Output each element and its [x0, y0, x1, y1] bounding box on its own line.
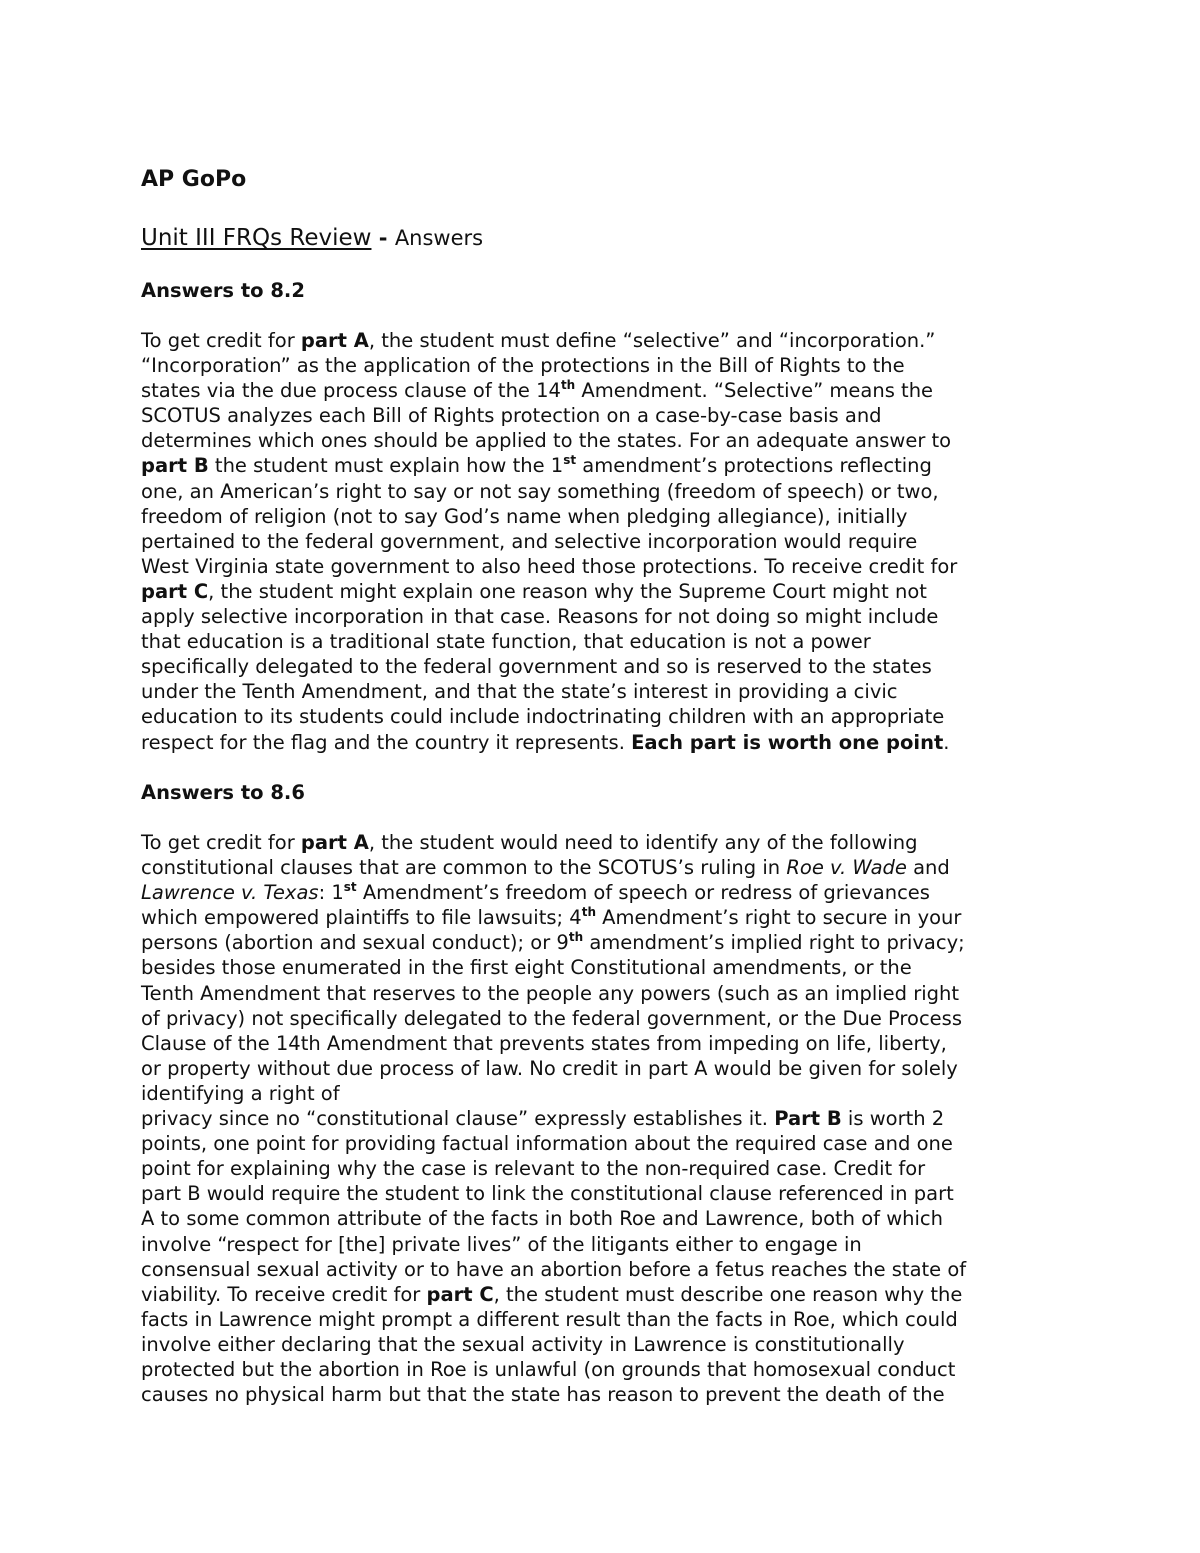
text-line: [141, 1307, 966, 1332]
bold-run: Each part is worth one point: [631, 730, 944, 754]
text-line: [141, 981, 966, 1006]
section-body-8-2: [141, 328, 957, 755]
text-run: point for explaining why the case is relevant to the non-required case. Credit for: [141, 1157, 926, 1181]
text-run: under the Tenth Amendment, and that the state’s interest in providing a civic: [141, 680, 898, 704]
ordinal-suffix: th: [560, 378, 576, 393]
text-line: [141, 428, 957, 453]
text-line: [141, 704, 957, 729]
text-run: the student must explain how the 1: [208, 454, 564, 478]
text-line: [141, 1181, 966, 1206]
text-run: , the student might explain one reason why the Supreme Court might not: [208, 579, 927, 603]
text-line: [141, 529, 957, 554]
text-line: [141, 378, 957, 403]
text-line: [141, 830, 966, 855]
text-run: Amendment’s freedom of speech or redress of grievances: [356, 881, 930, 905]
text-run: apply selective incorporation in that case. Reasons for not doing so might include: [141, 605, 939, 629]
text-line: [141, 1206, 966, 1231]
italic-run: Roe v. Wade: [786, 856, 907, 880]
text-run: states via the due process clause of the 14: [141, 379, 561, 403]
text-line: [141, 1056, 966, 1081]
text-run: respect for the flag and the country it represents.: [141, 730, 632, 754]
text-line: [141, 1282, 966, 1307]
bold-run: part C: [426, 1282, 494, 1306]
text-line: [141, 1332, 966, 1357]
text-line: [141, 579, 957, 604]
text-run: amendment’s implied right to privacy;: [583, 931, 965, 955]
text-run: facts in Lawrence might prompt a different result than the facts in Roe, which could: [141, 1307, 958, 1331]
text-line: [141, 1106, 966, 1131]
text-run: : 1: [318, 881, 344, 905]
text-line: [141, 629, 957, 654]
text-run: West Virginia state government to also heed those protections. To receive credit for: [141, 554, 958, 578]
bold-run: part C: [141, 579, 209, 603]
text-line: [141, 1382, 966, 1407]
unit-title-line: [141, 223, 483, 253]
text-run: identifying a right of: [141, 1081, 340, 1105]
text-run: pertained to the federal government, and selective incorporation would require: [141, 529, 918, 553]
text-run: , the student must define “selective” and “incorporation.”: [368, 329, 936, 352]
course-title: AP GoPo: [141, 167, 247, 192]
text-run: privacy since no “constitutional clause” expressly establishes it.: [141, 1107, 775, 1131]
text-run: of privacy) not specifically delegated to the federal government, or the Due Process: [141, 1006, 962, 1030]
text-line: [141, 1131, 966, 1156]
text-run: SCOTUS analyzes each Bill of Rights protection on a case-by-case basis and: [141, 404, 882, 428]
text-line: [141, 855, 966, 880]
text-run: .: [943, 730, 950, 754]
text-line: [141, 504, 957, 529]
unit-title-separator: -: [371, 226, 395, 250]
text-line: [141, 955, 966, 980]
text-run: To get credit for: [141, 831, 301, 854]
text-run: amendment’s protections reflecting: [576, 454, 932, 478]
text-line: [141, 1031, 966, 1056]
bold-run: Part B: [774, 1107, 842, 1131]
text-run: causes no physical harm but that the state has reason to prevent the death of the: [141, 1383, 945, 1407]
section-heading-8-6: Answers to 8.6: [141, 781, 305, 804]
text-run: is worth 2: [841, 1107, 945, 1131]
text-run: , the student must describe one reason why the: [493, 1282, 963, 1306]
text-run: points, one point for providing factual information about the required case and one: [141, 1132, 953, 1156]
bold-run: part A: [300, 329, 369, 352]
text-line: [141, 1081, 966, 1106]
text-run: , the student would need to identify any of the following: [368, 831, 918, 854]
unit-title: Unit III FRQs Review: [141, 225, 372, 251]
text-run: freedom of religion (not to say God’s name when pledging allegiance), initially: [141, 504, 908, 528]
text-line: [141, 880, 966, 905]
text-run: Tenth Amendment that reserves to the people any powers (such as an implied right: [141, 981, 960, 1005]
text-run: Amendment. “Selective” means the: [575, 379, 934, 403]
text-line: [141, 1156, 966, 1181]
ordinal-suffix: st: [343, 880, 357, 895]
bold-run: part B: [141, 454, 209, 478]
text-run: determines which ones should be applied to the states. For an adequate answer to: [141, 429, 952, 453]
text-line: [141, 479, 957, 504]
ordinal-suffix: st: [563, 453, 577, 468]
ordinal-suffix: th: [581, 905, 596, 920]
text-run: and: [906, 856, 950, 880]
text-line: [141, 654, 957, 679]
text-run: constitutional clauses that are common to the SCOTUS’s ruling in: [141, 856, 787, 880]
text-run: Amendment’s right to secure in your: [595, 906, 962, 930]
text-line: [141, 679, 957, 704]
text-run: that education is a traditional state function, that education is not a power: [141, 630, 871, 654]
text-run: besides those enumerated in the first eight Constitutional amendments, or the: [141, 956, 912, 980]
text-run: Clause of the 14th Amendment that prevents states from impeding on life, liberty,: [141, 1031, 947, 1055]
text-line: [141, 905, 966, 930]
text-line: [141, 353, 957, 378]
text-line: [141, 453, 957, 478]
text-line: [141, 1257, 966, 1282]
text-run: education to its students could include indoctrinating children with an appropriate: [141, 705, 945, 729]
section-body-8-6: [141, 830, 966, 1407]
text-run: specifically delegated to the federal government and so is reserved to the states: [141, 655, 932, 679]
text-run: which empowered plaintiffs to file lawsuits; 4: [141, 906, 582, 930]
text-line: [141, 328, 957, 353]
ordinal-suffix: th: [568, 930, 584, 945]
text-run: persons (abortion and sexual conduct); or 9: [141, 931, 569, 955]
text-run: consensual sexual activity or to have an abortion before a fetus reaches the state of: [141, 1257, 967, 1281]
text-line: [141, 1357, 966, 1382]
text-run: To get credit for: [141, 329, 301, 352]
text-line: [141, 554, 957, 579]
bold-run: part A: [300, 831, 369, 854]
text-run: or property without due process of law. No credit in part A would be given for solely: [141, 1056, 958, 1080]
italic-run: Lawrence v. Texas: [141, 881, 319, 905]
text-line: [141, 930, 966, 955]
text-run: A to some common attribute of the facts in both Roe and Lawrence, both of which: [141, 1207, 944, 1231]
text-line: [141, 604, 957, 629]
text-run: protected but the abortion in Roe is unlawful (on grounds that homosexual conduct: [141, 1357, 956, 1381]
text-line: [141, 1006, 966, 1031]
text-line: [141, 1232, 966, 1257]
text-line: [141, 403, 957, 428]
text-run: part B would require the student to link the constitutional clause referenced in part: [141, 1182, 954, 1206]
text-run: “Incorporation” as the application of the protections in the Bill of Rights to the: [141, 354, 905, 378]
text-run: involve either declaring that the sexual activity in Lawrence is constitutionally: [141, 1332, 905, 1356]
text-run: viability. To receive credit for: [141, 1282, 427, 1306]
text-run: involve “respect for [the] private lives” of the litigants either to engage in: [141, 1232, 862, 1256]
unit-title-suffix: Answers: [394, 226, 484, 250]
text-run: one, an American’s right to say or not say something (freedom of speech) or two,: [141, 479, 939, 503]
text-line: [141, 730, 957, 755]
section-heading-8-2: Answers to 8.2: [141, 279, 305, 302]
